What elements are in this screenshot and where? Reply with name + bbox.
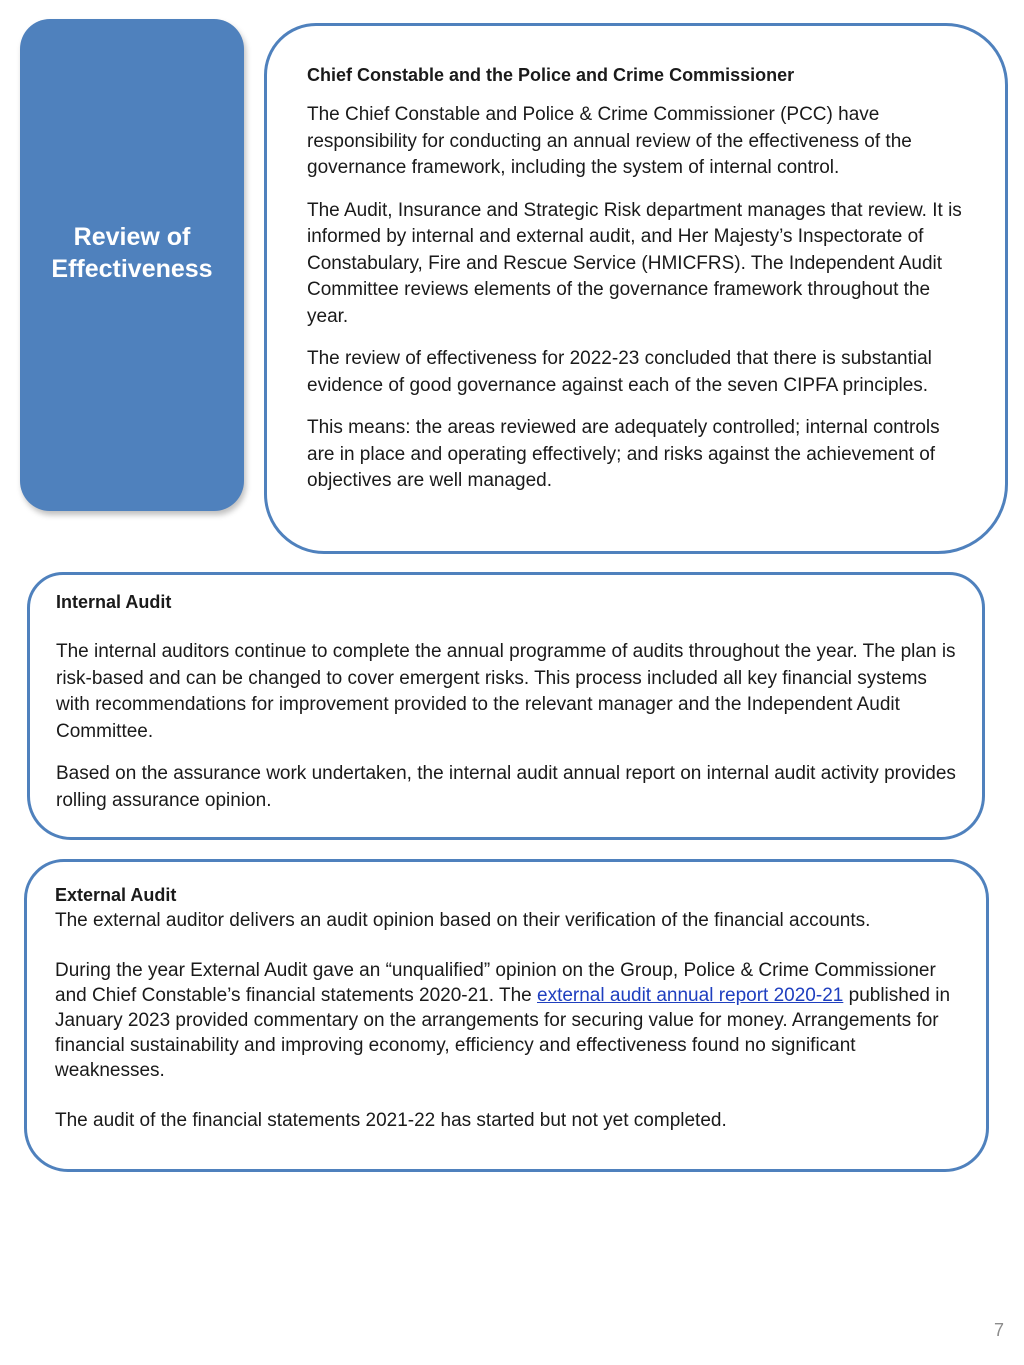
tag-title (51, 221, 212, 285)
tag-title-line2: Effectiveness (51, 255, 213, 283)
review-of-effectiveness-tag (20, 19, 244, 511)
external-audit-heading: External Audit (55, 885, 177, 905)
pcc-paragraph-review-conclusion: The review of effectiveness for 2022-23 concluded that there is substantial evidence of good governance against each of the seven CIPFA principles. (307, 348, 932, 396)
external-audit-status: The audit of the financial statements 2021-22 has started but not yet completed. (55, 1110, 727, 1131)
external-audit-opinion-after-link: published in January 2023 provided commentary on the arrangements for securing value for money. Arrangements for financial sustainability and improving economy, efficiency and effectiveness found no significant weaknesses. (55, 985, 951, 1081)
external-audit-opinion (55, 958, 958, 1083)
external-audit-intro: The external auditor delivers an audit opinion based on their verification of the financial accounts. (55, 910, 871, 931)
page-number: 7 (993, 1320, 1004, 1340)
external-audit-report-link[interactable]: external audit annual report 2020-21 (537, 985, 844, 1006)
internal-audit-paragraph-assurance: Based on the assurance work undertaken, the internal audit annual report on internal audit activity provides rolling assurance opinion. (56, 763, 956, 811)
external-audit-opinion-before-link: During the year External Audit gave an “unqualified” opinion on the Group, Police & Crime Commissioner and Chief Constable’s financial statements 2020-21. The (55, 960, 936, 1006)
internal-audit-paragraph-programme: The internal auditors continue to complete the annual programme of audits throughout the year. The plan is risk-based and can be changed to cover emergent risks. This process included all key financial systems with recommendations for improvement provided to the relevant manager and the Independent Audit Committee. (56, 641, 956, 742)
pcc-section-heading: Chief Constable and the Police and Crime Commissioner (307, 65, 795, 85)
external-audit-card (24, 859, 989, 1172)
internal-audit-heading: Internal Audit (56, 592, 172, 612)
pcc-paragraph-meaning: This means: the areas reviewed are adequately controlled; internal controls are in place and operating effectively; and risks against the achievement of objectives are well managed. (307, 417, 940, 491)
tag-title-line1: Review of (73, 223, 191, 251)
internal-audit-card (27, 572, 985, 840)
pcc-paragraph-audit-department: The Audit, Insurance and Strategic Risk department manages that review. It is informed by internal and external audit, and Her Majesty’s Inspectorate of Constabulary, Fire and Rescue Service (HMICFRS). The Independent Audit Committee reviews elements of the governance framework throughout the year. (307, 199, 962, 327)
pcc-paragraph-responsibility: The Chief Constable and Police & Crime Commissioner (PCC) have responsibility for conducting an annual review of the effectiveness of the governance framework, including the system of internal control. (307, 104, 912, 178)
pcc-section-card (264, 23, 1008, 554)
